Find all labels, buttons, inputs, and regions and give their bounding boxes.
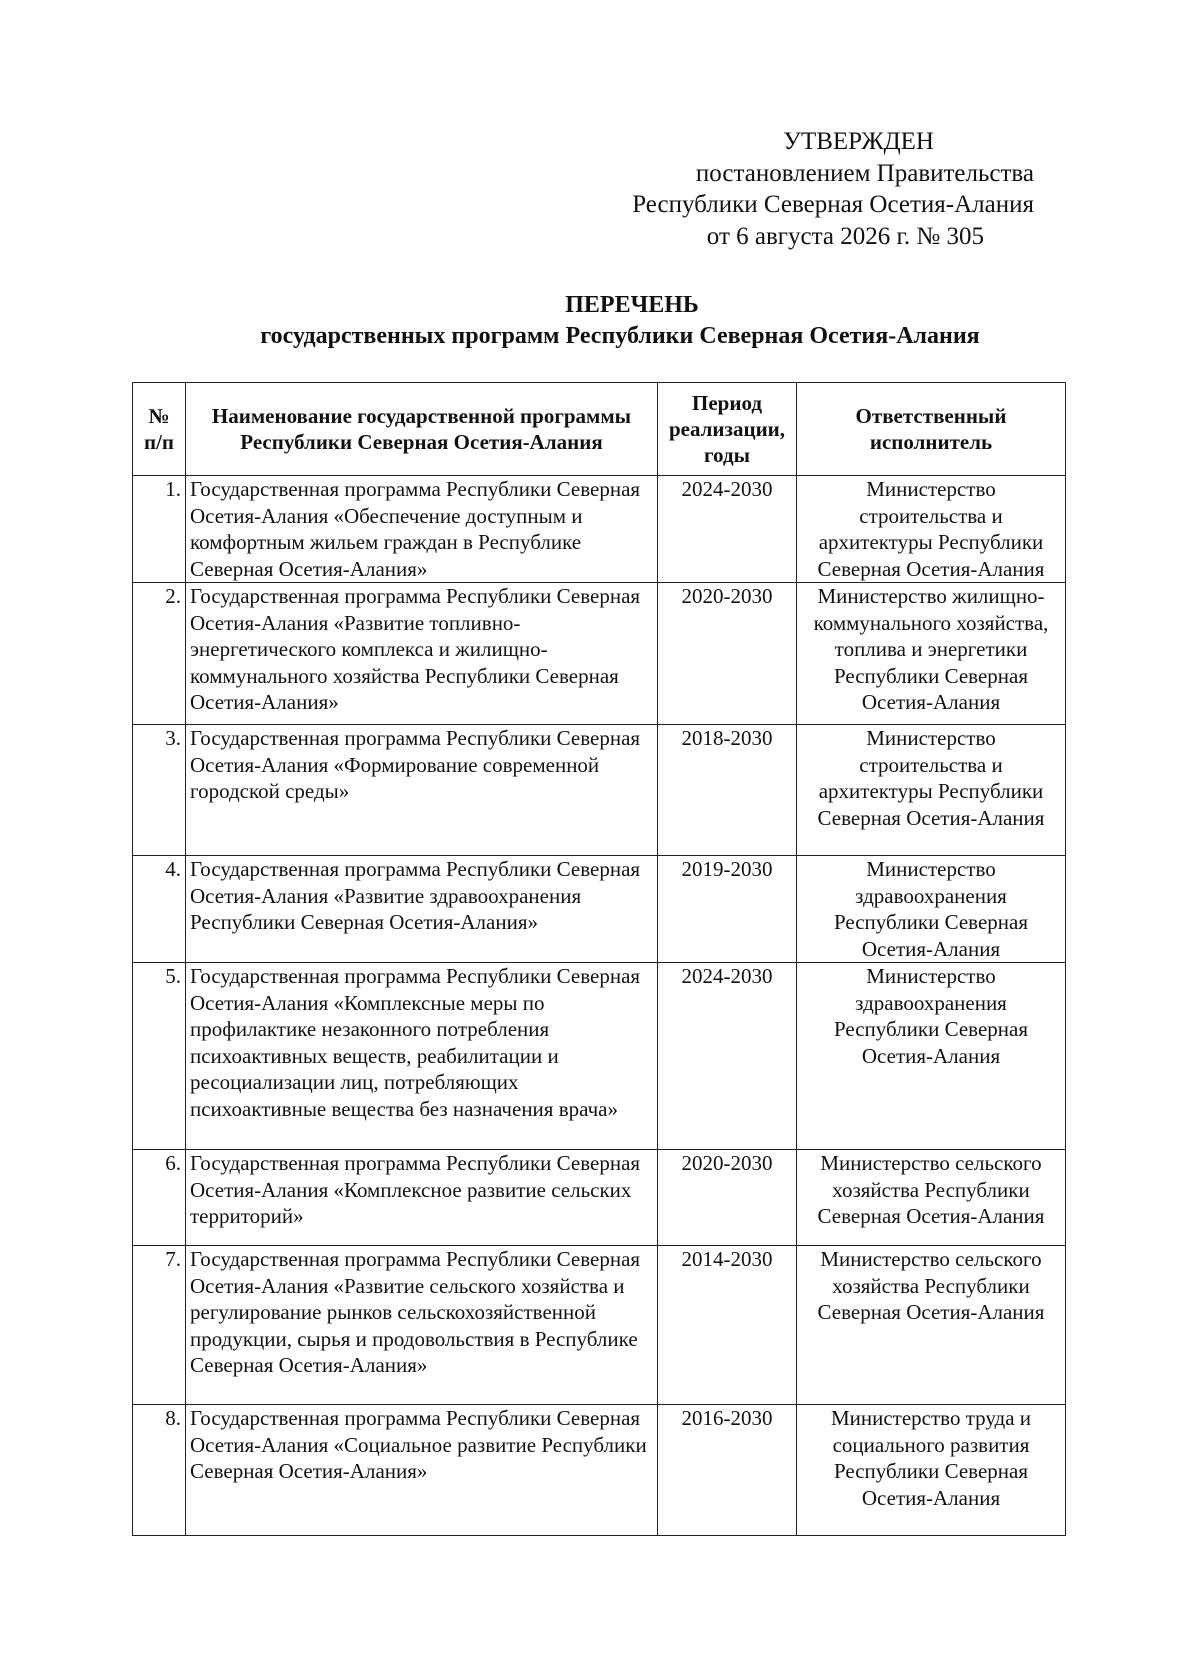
header-num: № п/п	[133, 383, 186, 476]
table-row	[133, 963, 1066, 1150]
row-period: 2020-2030	[658, 583, 797, 725]
table-row	[133, 1405, 1066, 1536]
row-program-name: Государственная программа Республики Северная Осетия-Алания «Обеспечение доступным и комфортным жильем граждан в Республике Северная Осетия-Алания»	[186, 476, 658, 583]
approval-government: Республики Северная Осетия-Алания	[632, 191, 1034, 218]
table-row	[133, 1150, 1066, 1246]
table-row	[133, 476, 1066, 583]
row-executor: Министерство сельского хозяйства Республики Северная Осетия-Алания	[797, 1150, 1066, 1246]
row-num: 2.	[133, 583, 186, 725]
row-num: 3.	[133, 725, 186, 856]
approval-date: от 6 августа 2026 г. № 305	[706, 222, 984, 250]
approval-heading: УТВЕРЖДЕН	[783, 128, 934, 155]
row-program-name: Государственная программа Республики Северная Осетия-Алания «Развитие топливно-энергетического комплекса и жилищно-коммунального хозяйства Республики Северная Осетия-Алания»	[186, 583, 658, 725]
row-period: 2024-2030	[658, 476, 797, 583]
row-executor: Министерство жилищно-коммунального хозяйства, топлива и энергетики Республики Северная Осетия-Алания	[797, 583, 1066, 725]
row-period: 2019-2030	[658, 856, 797, 963]
row-program-name: Государственная программа Республики Северная Осетия-Алания «Формирование современной городской среды»	[186, 725, 658, 856]
table-row	[133, 1246, 1066, 1405]
row-period: 2018-2030	[658, 725, 797, 856]
row-program-name: Государственная программа Республики Северная Осетия-Алания «Развитие здравоохранения Республики Северная Осетия-Алания»	[186, 856, 658, 963]
document-title: ПЕРЕЧЕНЬ	[565, 292, 699, 318]
row-period: 2024-2030	[658, 963, 797, 1150]
row-executor: Министерство здравоохранения Республики Северная Осетия-Алания	[797, 856, 1066, 963]
row-num: 6.	[133, 1150, 186, 1246]
row-period: 2014-2030	[658, 1246, 797, 1405]
approval-stamp	[474, 126, 1034, 252]
row-executor: Министерство труда и социального развития Республики Северная Осетия-Алания	[797, 1405, 1066, 1536]
row-period: 2020-2030	[658, 1150, 797, 1246]
table-row	[133, 725, 1066, 856]
row-program-name: Государственная программа Республики Северная Осетия-Алания «Комплексные меры по профилактике незаконного потребления психоактивных веществ, реабилитации и ресоциализации лиц, потребляющих психоактивные вещества без назначения врача»	[186, 963, 658, 1150]
row-executor: Министерство здравоохранения Республики Северная Осетия-Алания	[797, 963, 1066, 1150]
row-num: 7.	[133, 1246, 186, 1405]
row-num: 5.	[133, 963, 186, 1150]
header-period: Период реализации, годы	[658, 383, 797, 476]
row-num: 4.	[133, 856, 186, 963]
table-row	[133, 856, 1066, 963]
row-program-name: Государственная программа Республики Северная Осетия-Алания «Комплексное развитие сельских территорий»	[186, 1150, 658, 1246]
row-program-name: Государственная программа Республики Северная Осетия-Алания «Социальное развитие Республики Северная Осетия-Алания»	[186, 1405, 658, 1536]
header-executor: Ответственный исполнитель	[797, 383, 1066, 476]
row-executor: Министерство строительства и архитектуры Республики Северная Осетия-Алания	[797, 725, 1066, 856]
row-num: 1.	[133, 476, 186, 583]
row-program-name: Государственная программа Республики Северная Осетия-Алания «Развитие сельского хозяйства и регулирование рынков сельскохозяйственной продукции, сырья и продовольствия в Республике Северная Осетия-Алания»	[186, 1246, 658, 1405]
table-header-row	[133, 383, 1066, 476]
row-executor: Министерство сельского хозяйства Республики Северная Осетия-Алания	[797, 1246, 1066, 1405]
row-num: 8.	[133, 1405, 186, 1536]
row-period: 2016-2030	[658, 1405, 797, 1536]
programs-table	[132, 382, 1066, 1536]
row-executor: Министерство строительства и архитектуры Республики Северная Осетия-Алания	[797, 476, 1066, 583]
approval-decree: постановлением Правительства	[695, 159, 1034, 187]
header-name: Наименование государственной программы Республики Северная Осетия-Алания	[186, 383, 658, 476]
document-subtitle: государственных программ Республики Северная Осетия-Алания	[260, 323, 980, 349]
table-row	[133, 583, 1066, 725]
